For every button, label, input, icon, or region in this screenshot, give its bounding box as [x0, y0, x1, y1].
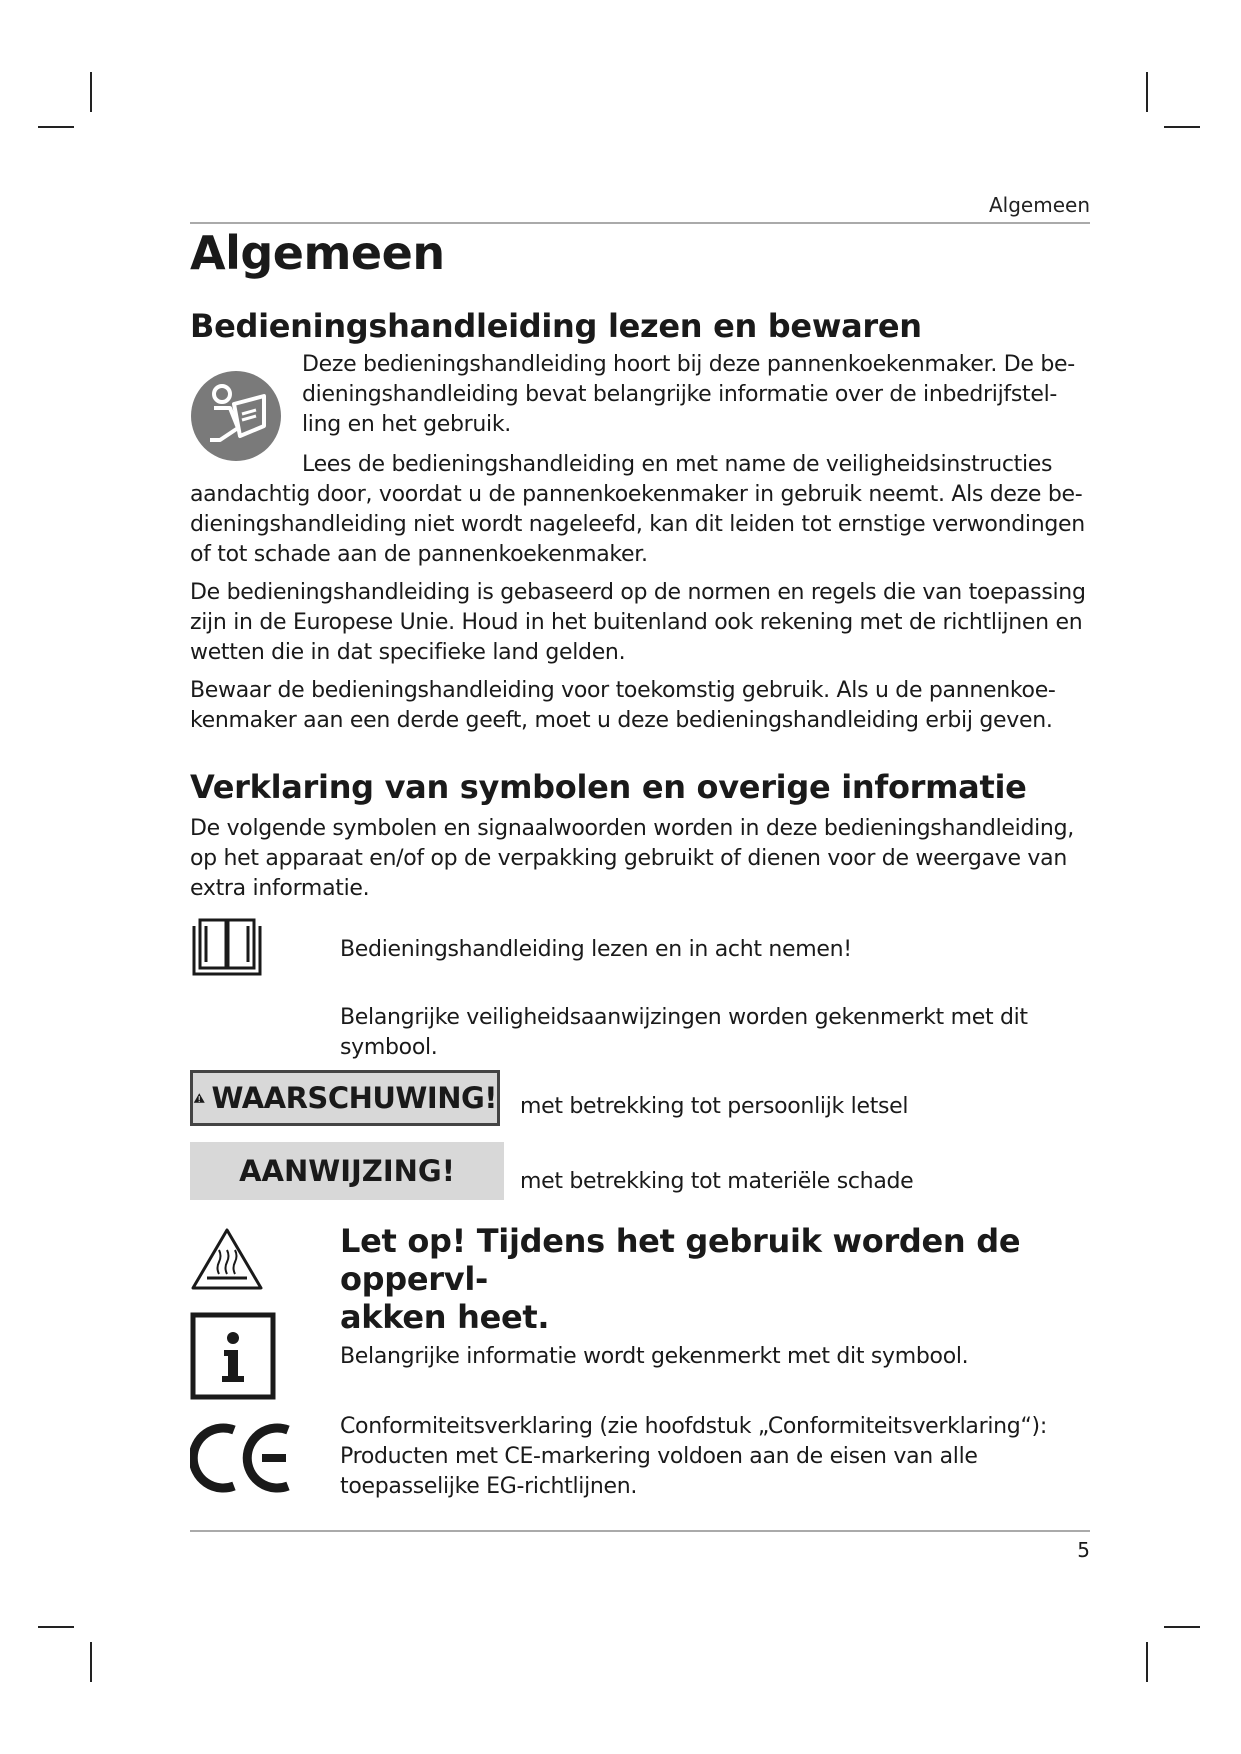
crop-mark: [38, 1626, 74, 1628]
paragraph-symbols-intro: De volgende symbolen en signaalwoorden worden in deze bedieningshandleiding, op het apparaat en/of op de verpakking gebruikt of dienen voor de weergave van extra informatie.: [190, 816, 1074, 901]
page-title: Algemeen: [190, 226, 445, 280]
note-label-box: [190, 1142, 504, 1200]
note-label: AANWIJZING!: [239, 1154, 455, 1188]
warning-text: met betrekking tot persoonlijk letsel: [520, 1094, 909, 1119]
safety-instructions-text: Belangrijke veiligheidsaanwijzingen worden gekenmerkt met dit symbool.: [340, 1005, 1028, 1060]
hot-surface-icon: [190, 1226, 264, 1292]
crop-mark: [90, 1642, 92, 1682]
read-manual-person-icon: [190, 370, 282, 462]
crop-mark: [1146, 72, 1148, 112]
section-heading-symbols: Verklaring van symbolen en overige informatie: [190, 768, 1027, 806]
warning-triangle-icon: [193, 1084, 206, 1112]
hot-surface-warning: Let op! Tijdens het gebruik worden de oppervl- akken heet.: [340, 1222, 1021, 1336]
info-text: Belangrijke informatie wordt gekenmerkt met dit symbool.: [340, 1344, 969, 1369]
warning-label: WAARSCHUWING!: [211, 1081, 497, 1115]
paragraph-intro: Deze bedieningshandleiding hoort bij deze pannenkoekenmaker. De be- dieningshandleiding bevat belangrijke informatie over de inbedrijfstel- ling en het gebruik.: [302, 352, 1075, 437]
crop-mark: [38, 126, 74, 128]
running-head: Algemeen: [988, 193, 1090, 217]
ce-text: Conformiteitsverklaring (zie hoofdstuk „Conformiteitsverklaring“): Producten met CE-markering voldoen aan de eisen van alle toepasselijke EG-richtlijnen.: [340, 1414, 1047, 1499]
paragraph-eu-norms: De bedieningshandleiding is gebaseerd op de normen en regels die van toepassing zijn in de Europese Unie. Houd in het buitenland ook rekening met de richtlijnen en wetten die in dat specifieke land gelden.: [190, 580, 1086, 665]
paragraph-read-carefully: Lees de bedieningshandleiding en met name de veiligheidsinstructies aandachtig door, voordat u de pannenkoekenmaker in gebruik neemt. Als deze be- dieningshandleiding niet wordt nageleefd, kan dit leiden tot ernstige verwondingen of tot schade aan de pannenkoekenmaker.: [190, 452, 1085, 567]
read-manual-text: Bedieningshandleiding lezen en in acht nemen!: [340, 937, 852, 962]
note-text: met betrekking tot materiële schade: [520, 1169, 914, 1194]
footer-rule: [190, 1530, 1090, 1532]
crop-mark: [90, 72, 92, 112]
warning-label-box: [190, 1070, 500, 1126]
crop-mark: [1164, 1626, 1200, 1628]
page-number: 5: [1077, 1538, 1090, 1562]
crop-mark: [1164, 126, 1200, 128]
info-icon: [190, 1312, 276, 1400]
open-book-icon: [190, 914, 264, 978]
paragraph-keep-manual: Bewaar de bedieningshandleiding voor toekomstig gebruik. Als u de pannenkoe- kenmaker aan een derde geeft, moet u deze bedieningshandleiding erbij geven.: [190, 678, 1056, 733]
ce-mark-icon: [190, 1422, 294, 1494]
header-rule: [190, 222, 1090, 224]
section-heading-manual: Bedieningshandleiding lezen en bewaren: [190, 307, 922, 345]
crop-mark: [1146, 1642, 1148, 1682]
